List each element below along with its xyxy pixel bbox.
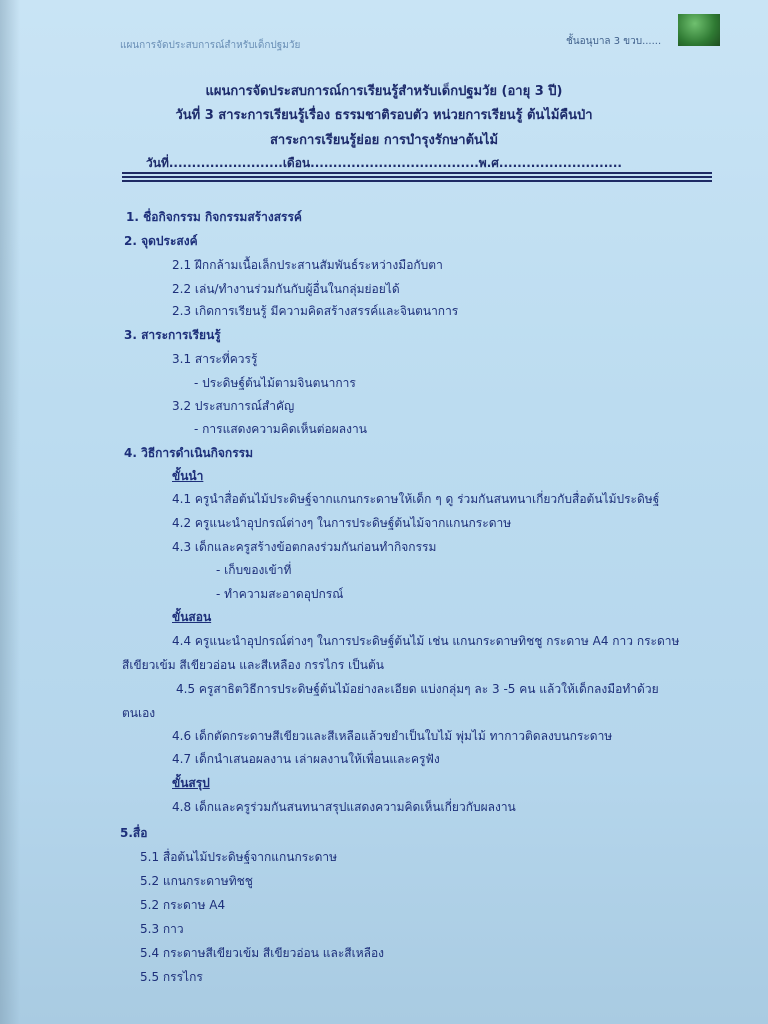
content-subheading: 3.2 ประสบการณ์สำคัญ: [172, 399, 295, 413]
material-item: 5.1 สื่อต้นไม้ประดิษฐ์จากแกนกระดาษ: [140, 850, 338, 864]
title-rule-1: [122, 172, 712, 174]
procedure-item: 4.8 เด็กและครูร่วมกันสนทนาสรุปแสดงความคิดเห็นเกี่ยวกับผลงาน: [172, 800, 516, 814]
section-materials: 5.สื่อ: [120, 826, 148, 840]
step-heading-summary: ขั้นสรุป: [172, 776, 210, 790]
content-item: - ประดิษฐ์ต้นไม้ตามจินตนาการ: [194, 376, 356, 390]
step-heading-intro: ขั้นนำ: [172, 469, 204, 483]
material-item: 5.3 กาว: [140, 922, 184, 936]
section-objectives: 2. จุดประสงค์: [124, 234, 198, 248]
procedure-item-continued: สีเขียวเข้ม สีเขียวอ่อน และสีเหลือง กรรไกร เป็นต้น: [122, 658, 384, 672]
procedure-item: 4.2 ครูแนะนำอุปกรณ์ต่างๆ ในการประดิษฐ์ต้นไม้จากแกนกระดาษ: [172, 516, 512, 530]
content-subheading: 3.1 สาระที่ควรรู้: [172, 352, 258, 366]
material-item: 5.4 กระดาษสีเขียวเข้ม สีเขียวอ่อน และสีเหลือง: [140, 946, 385, 960]
running-header-left: แผนการจัดประสบการณ์สำหรับเด็กปฐมวัย: [120, 40, 301, 51]
objective-item: 2.3 เกิดการเรียนรู้ มีความคิดสร้างสรรค์และจินตนาการ: [172, 304, 459, 318]
section-activity-name: 1. ชื่อกิจกรรม กิจกรรมสร้างสรรค์: [126, 210, 302, 224]
material-item: 5.2 กระดาษ A4: [140, 898, 226, 912]
procedure-item: 4.7 เด็กนำเสนอผลงาน เล่าผลงานให้เพื่อนและครูฟัง: [172, 752, 440, 766]
content-item: - การแสดงความคิดเห็นต่อผลงาน: [194, 422, 367, 436]
objective-item: 2.1 ฝึกกล้ามเนื้อเล็กประสานสัมพันธ์ระหว่างมือกับตา: [172, 258, 443, 272]
title-rule-2: [122, 176, 712, 178]
section-learning-content: 3. สาระการเรียนรู้: [124, 328, 221, 342]
plan-subtitle-topic: สาระการเรียนรู้ย่อย การบำรุงรักษาต้นไม้: [269, 133, 499, 148]
title-rule-3: [122, 180, 712, 182]
header-tree-image: [678, 14, 720, 46]
agreement-item: - เก็บของเข้าที่: [216, 563, 292, 577]
procedure-item: 4.1 ครูนำสื่อต้นไม้ประดิษฐ์จากแกนกระดาษให้เด็ก ๆ ดู ร่วมกันสนทนาเกี่ยวกับสื่อต้นไม้ประดิษฐ์: [172, 492, 660, 506]
material-item: 5.5 กรรไกร: [140, 970, 203, 984]
plan-subtitle-day: วันที่ 3 สาระการเรียนรู้เรื่อง ธรรมชาติรอบตัว หน่วยการเรียนรู้ ต้นไม้คืนป่า: [175, 108, 593, 123]
objective-item: 2.2 เล่น/ทำงานร่วมกันกับผู้อื่นในกลุ่มย่อยได้: [172, 282, 400, 296]
plan-date-line: วันที่.........................เดือน.....................................พ.ศ...........................: [146, 156, 622, 170]
procedure-item-continued: ตนเอง: [122, 706, 156, 720]
material-item: 5.2 แกนกระดาษทิชชู: [140, 874, 253, 888]
procedure-item: 4.5 ครูสาธิตวิธีการประดิษฐ์ต้นไม้อย่างละเอียด แบ่งกลุ่มๆ ละ 3 -5 คน แล้วให้เด็กลงมือทำด้วย: [176, 682, 659, 696]
agreement-item: - ทำความสะอาดอุปกรณ์: [216, 587, 344, 601]
procedure-item: 4.4 ครูแนะนำอุปกรณ์ต่างๆ ในการประดิษฐ์ต้นไม้ เช่น แกนกระดาษทิชชู กระดาษ A4 กาว กระดาษ: [172, 634, 680, 648]
section-procedure: 4. วิธีการดำเนินกิจกรรม: [124, 446, 253, 460]
procedure-item: 4.3 เด็กและครูสร้างข้อตกลงร่วมกันก่อนทำกิจกรรม: [172, 540, 437, 554]
step-heading-teach: ขั้นสอน: [172, 610, 212, 624]
procedure-item: 4.6 เด็กตัดกระดาษสีเขียวและสีเหลือแล้วขยำเป็นใบไม้ พุ่มไม้ ทากาวติดลงบนกระดาษ: [172, 729, 613, 743]
running-header-right: ชั้นอนุบาล 3 ขวบ......: [566, 36, 662, 47]
plan-title: แผนการจัดประสบการณ์การเรียนรู้สำหรับเด็กปฐมวัย (อายุ 3 ปี): [205, 84, 563, 99]
